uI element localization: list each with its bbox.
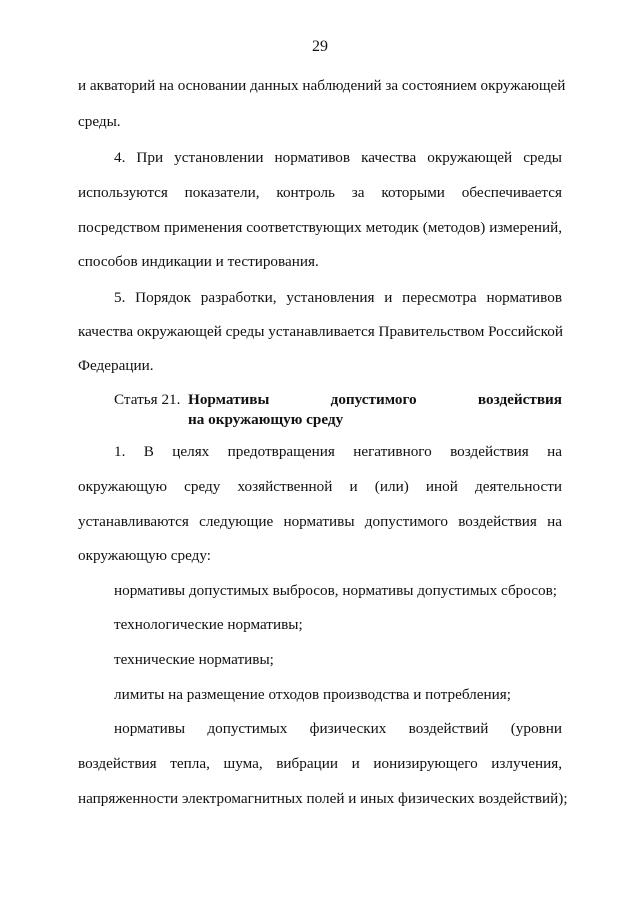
list-item: нормативы допустимых выбросов, нормативы допустимых сбросов;: [114, 582, 557, 599]
text-line: устанавливаются следующие нормативы допустимого воздействия на: [78, 513, 562, 530]
paragraph-5-start: 5. Порядок разработки, установления и пересмотра нормативов: [114, 289, 562, 306]
article-number: Статья 21.: [114, 391, 181, 408]
article-title-line-1: Нормативы допустимого воздействия: [188, 391, 562, 408]
text-line: посредством применения соответствующих методик (методов) измерений,: [78, 219, 562, 236]
list-item: лимиты на размещение отходов производства и потребления;: [114, 686, 511, 703]
text-line: окружающую среду:: [78, 547, 211, 564]
text-line: качества окружающей среды устанавливается Правительством Российской: [78, 323, 563, 340]
page-number: 29: [312, 38, 328, 55]
list-item: технические нормативы;: [114, 651, 274, 668]
list-item: нормативы допустимых физических воздействий (уровни: [114, 720, 562, 737]
paragraph-4-start: 4. При установлении нормативов качества окружающей среды: [114, 149, 562, 166]
list-item: технологические нормативы;: [114, 616, 303, 633]
paragraph-1-start: 1. В целях предотвращения негативного воздействия на: [114, 443, 562, 460]
text-line: окружающую среду хозяйственной и (или) иной деятельности: [78, 478, 562, 495]
text-line: среды.: [78, 113, 121, 130]
text-line: воздействия тепла, шума, вибрации и ионизирующего излучения,: [78, 755, 562, 772]
text-line: способов индикации и тестирования.: [78, 253, 319, 270]
text-line: напряженности электромагнитных полей и иных физических воздействий);: [78, 790, 568, 807]
article-title-line-2: на окружающую среду: [188, 411, 344, 428]
text-line: Федерации.: [78, 357, 154, 374]
text-line: и акваторий на основании данных наблюдений за состоянием окружающей: [78, 77, 566, 94]
text-line: используются показатели, контроль за которыми обеспечивается: [78, 184, 562, 201]
